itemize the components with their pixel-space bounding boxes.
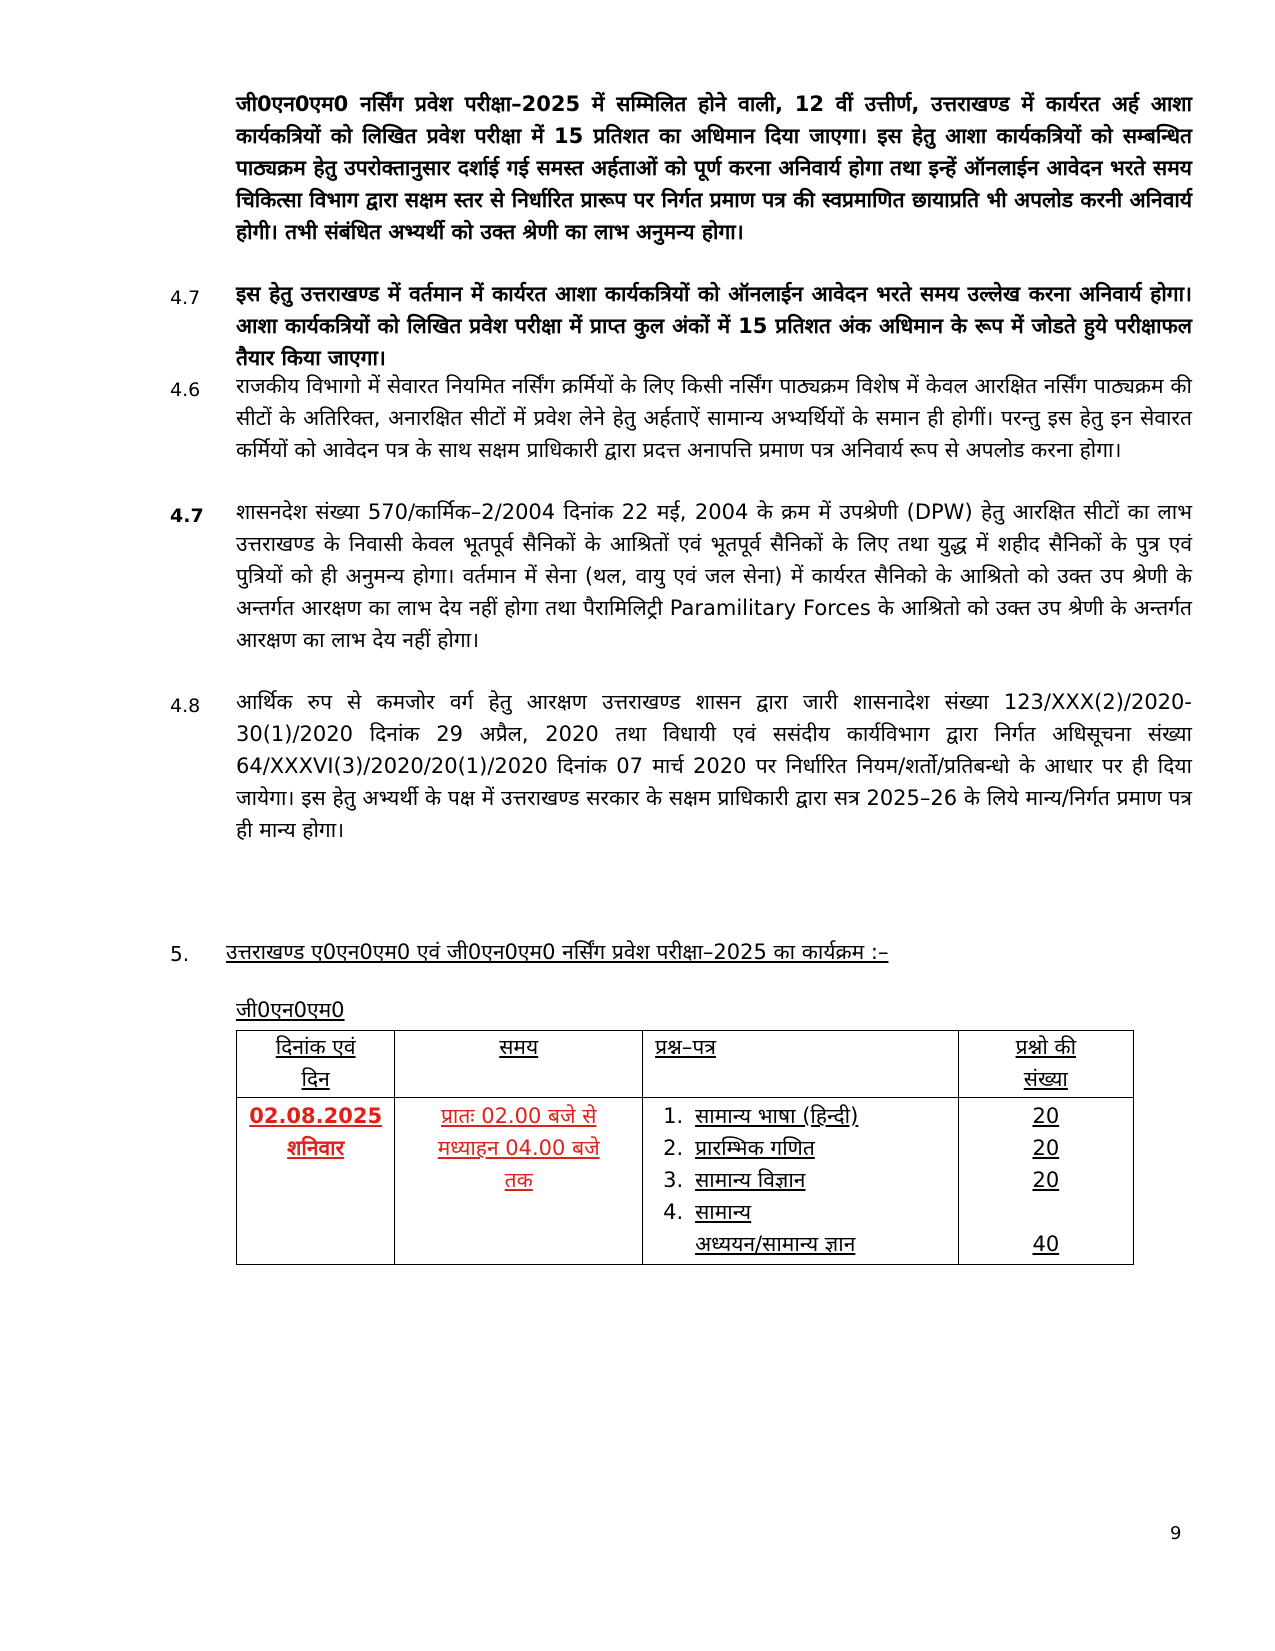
paper-number: 3. bbox=[663, 1168, 684, 1192]
question-count-spacer bbox=[959, 1196, 1133, 1228]
clause-number-4-8: 4.8 bbox=[170, 695, 201, 717]
paper-name: सामान्य भाषा (हिन्दी) bbox=[695, 1104, 859, 1128]
paper-number: 4. bbox=[663, 1200, 684, 1224]
list-item bbox=[663, 1196, 958, 1228]
list-item bbox=[663, 1228, 958, 1260]
header-time bbox=[395, 1031, 643, 1098]
header-paper bbox=[643, 1031, 959, 1098]
cell-date bbox=[237, 1098, 395, 1265]
section-subtitle: जी0एन0एम0 bbox=[236, 998, 345, 1022]
section-number: 5. bbox=[170, 942, 190, 966]
header-count-line2: संख्या bbox=[1023, 1067, 1068, 1091]
exam-time-line2: मध्याहन 04.00 बजे bbox=[437, 1136, 600, 1160]
header-date-line1: दिनांक एवं bbox=[275, 1035, 356, 1059]
table-row bbox=[237, 1098, 1134, 1265]
exam-time-line3: तक bbox=[504, 1168, 533, 1192]
header-count bbox=[958, 1031, 1133, 1098]
cell-counts bbox=[958, 1098, 1133, 1265]
header-date bbox=[237, 1031, 395, 1098]
cell-papers bbox=[643, 1098, 959, 1265]
list-item bbox=[663, 1132, 958, 1164]
question-counts bbox=[959, 1098, 1133, 1264]
intro-paragraph: जी0एन0एम0 नर्सिंग प्रवेश परीक्षा–2025 में सम्मिलित होने वाली, 12 वीं उत्तीर्ण, उत्तराखण्ड में कार्यरत अर्ह आशा कार्यकत्रियों को लिखित प्रवेश परीक्षा में 15 प्रतिशत का अधिमान दिया जाएगा। इस हेतु आशा कार्यकत्रियों को सम्बन्धित पाठ्यक्रम हेतु उपरोक्तानुसार दर्शाई गई समस्त अर्हताओं को पूर्ण करना अनिवार्य होगा तथा इन्हें ऑनलाईन आवेदन भरते समय चिकित्सा विभाग द्वारा सक्षम स्तर से निर्धारित प्रारूप पर निर्गत प्रमाण पत्र की स्वप्रमाणित छायाप्रति भी अपलोड करनी अनिवार्य होगी। तभी संबंधित अभ्यर्थी को उक्त श्रेणी का लाभ अनुमन्य होगा। bbox=[236, 92, 1192, 244]
paper-name-continued: अध्ययन/सामान्य ज्ञान bbox=[695, 1232, 856, 1256]
exam-date: 02.08.2025 bbox=[249, 1104, 383, 1128]
question-count: 40 bbox=[1032, 1232, 1060, 1256]
clause-4-8-text: आर्थिक रुप से कमजोर वर्ग हेतु आरक्षण उत्तराखण्ड शासन द्वारा जारी शासनादेश संख्या 123/XXX(2)/2020-30(1)/2020 दिनांक 29 अप्रैल, 2020 तथा विधायी एवं ससंदीय कार्यविभाग द्वारा निर्गत अधिसूचना संख्या 64/XXXVI(3)/2020/20(1)/2020 दिनांक 07 मार्च 2020 पर निर्धारित नियम/शर्तो/प्रतिबन्धो के आधार पर ही दिया जायेगा। इस हेतु अभ्यर्थी के पक्ष में उत्तराखण्ड सरकार के सक्षम प्राधिकारी द्वारा सत्र 2025–26 के लिये मान्य/निर्गत प्रमाण पत्र ही मान्य होगा। bbox=[236, 690, 1192, 842]
exam-day: शनिवार bbox=[287, 1136, 345, 1160]
header-time-label: समय bbox=[499, 1035, 539, 1059]
header-paper-label: प्रश्न–पत्र bbox=[655, 1035, 716, 1059]
paper-name: सामान्य विज्ञान bbox=[695, 1168, 806, 1192]
table-header-row bbox=[237, 1031, 1134, 1098]
question-count: 20 bbox=[1032, 1136, 1060, 1160]
clause-number-4-7a: 4.7 bbox=[170, 287, 201, 309]
exam-time-line1: प्रातः 02.00 बजे से bbox=[440, 1104, 597, 1128]
question-count: 20 bbox=[1032, 1104, 1060, 1128]
exam-schedule-table bbox=[236, 1030, 1134, 1265]
list-item bbox=[663, 1100, 958, 1132]
header-date-line2: दिन bbox=[301, 1067, 330, 1091]
clause-4-7b-text: शासनदेश संख्या 570/कार्मिक–2/2004 दिनांक 22 मई, 2004 के क्रम में उपश्रेणी (DPW) हेतु आरक्षित सीटों का लाभ उत्तराखण्ड के निवासी केवल भूतपूर्व सैनिकों के आश्रितों एवं भूतपूर्व सैनिकों के लिए तथा युद्ध में शहीद सैनिकों के पुत्र एवं पुत्रियों को ही अनुमन्य होगा। वर्तमान में सेना (थल, वायु एवं जल सेना) में कार्यरत सैनिको के आश्रितो को उक्त उप श्रेणी के अन्तर्गत आरक्षण का लाभ देय नहीं होगा तथा पैरामिलिट्री Paramilitary Forces के आश्रितो को उक्त उप श्रेणी के अन्तर्गत आरक्षण का लाभ देय नहीं होगा। bbox=[236, 500, 1192, 652]
page-number: 9 bbox=[1170, 1523, 1182, 1544]
paper-name: प्रारम्भिक गणित bbox=[695, 1136, 815, 1160]
clause-number-4-6: 4.6 bbox=[170, 379, 201, 401]
paper-list bbox=[643, 1098, 958, 1264]
paper-name: सामान्य bbox=[695, 1200, 752, 1224]
header-count-line1: प्रश्नो की bbox=[1015, 1035, 1077, 1059]
list-item bbox=[663, 1164, 958, 1196]
cell-time bbox=[395, 1098, 643, 1265]
paper-number: 2. bbox=[663, 1136, 684, 1160]
paper-number: 1. bbox=[663, 1104, 684, 1128]
section-title: उत्तराखण्ड ए0एन0एम0 एवं जी0एन0एम0 नर्सिंग प्रवेश परीक्षा–2025 का कार्यक्रम :– bbox=[226, 940, 889, 964]
clause-4-7a-text: इस हेतु उत्तराखण्ड में वर्तमान में कार्यरत आशा कार्यकत्रियों को ऑनलाईन आवेदन भरते समय उल्लेख करना अनिवार्य होगा। आशा कार्यकत्रियों को लिखित प्रवेश परीक्षा में प्राप्त कुल अंकों में 15 प्रतिशत अंक अधिमान के रूप में जोडते हुये परीक्षाफल तैयार किया जाएगा। bbox=[236, 282, 1192, 370]
question-count: 20 bbox=[1032, 1168, 1060, 1192]
paper-number-blank bbox=[663, 1228, 695, 1260]
clause-number-4-7b: 4.7 bbox=[170, 505, 204, 527]
clause-4-6-text: राजकीय विभागो में सेवारत नियमित नर्सिंग क्रर्मियों के लिए किसी नर्सिंग पाठ्यक्रम विशेष में केवल आरक्षित नर्सिंग पाठ्यक्रम की सीटों के अतिरिक्त, अनारक्षित सीटों में प्रवेश लेने हेतु अर्हताऐं सामान्य अभ्यर्थियों के समान ही होगीं। परन्तु इस हेतु इन सेवारत कर्मियों को आवेदन पत्र के साथ सक्षम प्राधिकारी द्वारा प्रदत्त अनापत्ति प्रमाण पत्र अनिवार्य रूप से अपलोड करना होगा। bbox=[236, 374, 1192, 462]
